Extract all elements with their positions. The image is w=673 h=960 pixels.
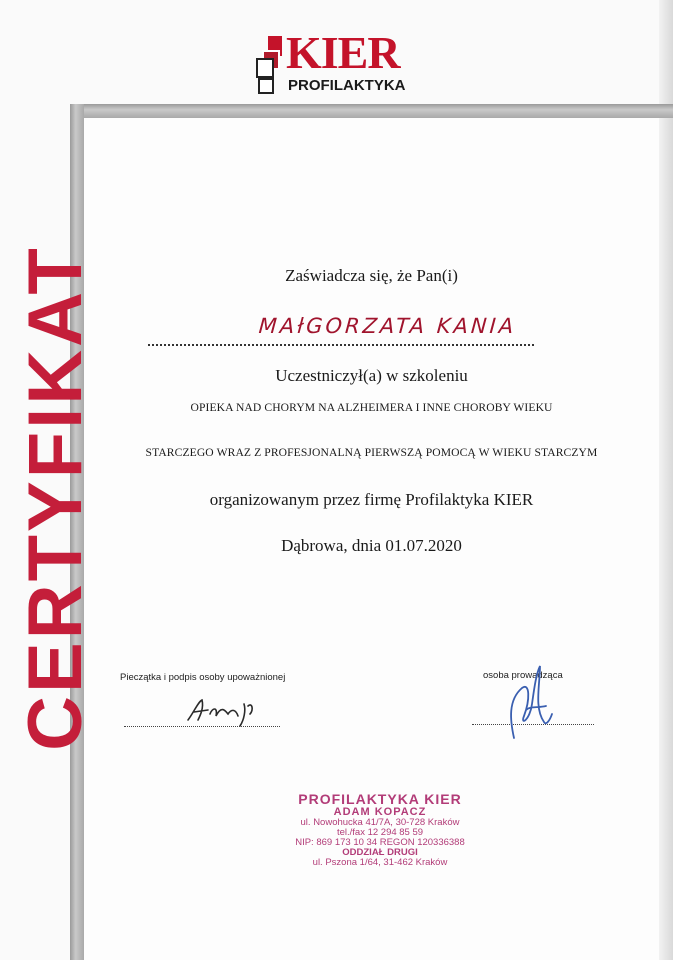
stamp-phone: tel./fax 12 294 85 59	[336, 827, 424, 838]
certificate-title: CERTYFIKAT	[13, 245, 98, 751]
company-stamp	[280, 792, 480, 868]
participation-text: Uczestniczył(a) w szkoleniu	[275, 366, 468, 385]
place-and-date: Dąbrowa, dnia 01.07.2020	[281, 536, 462, 555]
page-edge-shadow	[659, 0, 673, 960]
course-title-line-1: OPIEKA NAD CHORYM NA ALZHEIMERA I INNE CHOROBY WIEKU	[190, 401, 553, 414]
logo-mark-outline	[256, 58, 274, 78]
stamp-company-name: PROFILAKTYKA KIER	[298, 791, 462, 807]
trainer-signature-label: osoba prowadząca	[483, 670, 563, 681]
stamp-address: ul. Nowohucka 41/7A, 30-728 Kraków	[300, 817, 460, 828]
course-title-line-2: STARCZEGO WRAZ Z PROFESJONALNĄ PIERWSZĄ POMOCĄ W WIEKU STARCZYM	[145, 446, 598, 459]
participant-name: MAłGORZATA KANIA	[257, 314, 518, 338]
frame-top-border	[70, 104, 673, 118]
logo-brand: KIER	[286, 27, 400, 78]
stamp-owner: ADAM KOPACZ	[333, 806, 427, 818]
stamp-branch: ODDZIAŁ DRUGI	[342, 847, 418, 858]
attestation-text: Zaświadcza się, że Pan(i)	[285, 266, 458, 285]
stamp-tax-ids: NIP: 869 173 10 34 REGON 120336388	[295, 837, 465, 848]
organizer-text: organizowanym przez firmę Profilaktyka KIER	[209, 490, 534, 509]
logo-subtitle: PROFILAKTYKA	[288, 77, 406, 94]
logo-mark-small	[258, 78, 274, 94]
authorized-signature-icon	[182, 690, 272, 730]
stamp-branch-address: ul. Pszona 1/64, 31-462 Kraków	[312, 857, 448, 868]
trainer-signature-icon	[500, 660, 560, 742]
kier-logo	[256, 27, 421, 98]
authorized-signature-label: Pieczątka i podpis osoby upoważnionej	[120, 672, 286, 683]
